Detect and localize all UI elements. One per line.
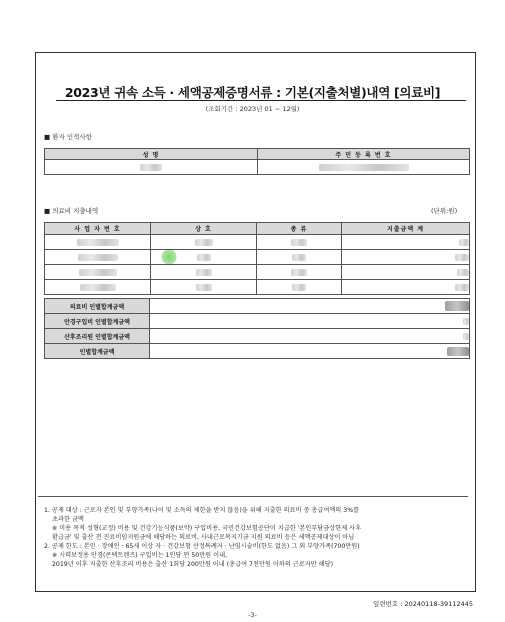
redacted-amount: [445, 301, 469, 311]
amount-header: 지출금액 계: [342, 223, 470, 235]
name-header: 성 명: [45, 149, 258, 160]
query-period: (조회기간 : 2023년 01 ~ 12월): [205, 105, 300, 113]
patient-name-cell: [45, 160, 258, 175]
person-total-label: 인별합계금액: [45, 344, 150, 359]
title-underline: [56, 100, 466, 101]
summary-table: [44, 298, 470, 359]
patient-rrn-cell: [258, 160, 470, 175]
redacted-value: [459, 239, 469, 246]
table-row: [45, 329, 470, 344]
business-number-header: 사 업 자 번 호: [45, 223, 151, 235]
medical-total-label: 의료비 인별합계금액: [45, 299, 150, 314]
redacted-value: [78, 254, 118, 261]
patient-section-label: ■ 환자 인적사항: [44, 133, 92, 141]
redacted-name: [140, 164, 162, 171]
note-line: 1. 공제 대상 : 근로자 본인 및 부양가족(나이 및 소득의 제한을 받지 않음)을 위해 지출한 의료비 중 총급여액의 3%를: [44, 507, 360, 514]
page-number: -3-: [248, 611, 257, 619]
note-line: ※ 시력보정용 안경(콘택트렌즈) 구입비는 1인당 연 50만원 이내,: [52, 552, 228, 559]
redacted-value: [196, 284, 212, 291]
postnatal-total-label: 산후조리원 인별합계금액: [45, 329, 150, 344]
note-line: ※ 미용 목적 성형(교정) 비용 및 건강기능식품(보약) 구입비용, 국민건강보험공단이 지급한 '본인부담금상한제 사후: [52, 525, 362, 532]
redacted-value: [197, 254, 211, 261]
note-line: 환급금' 및 출산 전 진료비임지원금에 해당하는 의료비, 사내근로복지기금 지원 의료비 등은 세액공제대상이 아님: [52, 534, 355, 541]
serial-number: 일련번호 : 20240118-39112445: [373, 600, 473, 608]
redacted-amount: [463, 318, 469, 325]
table-row: [45, 265, 470, 280]
note-line: 2. 공제 한도 : 본인 · 장애인 · 65세 이상 자 · 건강보험 산정특례자 · 난임시술비(한도 없음) 그 외 부양가족(700만원): [44, 543, 360, 550]
redacted-value: [196, 269, 212, 276]
patient-table: [44, 148, 470, 175]
table-row: [45, 299, 470, 314]
redacted-rrn: [319, 164, 409, 171]
redacted-value: [292, 284, 306, 291]
redacted-value: [291, 269, 307, 276]
redacted-value: [80, 284, 116, 291]
redacted-value: [455, 284, 469, 291]
table-row: [45, 344, 470, 359]
redacted-value: [77, 239, 119, 246]
table-row: [45, 235, 470, 250]
table-row: [45, 314, 470, 329]
rrn-header: 주 민 등 록 번 호: [258, 149, 470, 160]
document-title: 2023년 귀속 소득 · 세액공제증명서류 : 기본(지출처별)내역 [의료비]: [64, 85, 441, 100]
type-header: 종 류: [257, 223, 342, 235]
business-name-header: 상 호: [151, 223, 257, 235]
notes: [44, 506, 464, 569]
note-line: 초과한 금액: [52, 516, 84, 523]
redacted-value: [79, 269, 117, 276]
expense-table: [44, 222, 470, 295]
redacted-value: [455, 254, 469, 261]
unit-label: (단위:원): [431, 207, 458, 215]
redacted-value: [457, 269, 469, 276]
highlight-mark: [161, 250, 177, 264]
redacted-amount: [463, 333, 469, 340]
expense-section-label: ■ 의료비 지출내역: [44, 207, 99, 215]
table-row: [45, 280, 470, 295]
redacted-value: [195, 239, 213, 246]
redacted-value: [291, 239, 307, 246]
redacted-amount: [447, 347, 469, 356]
redacted-value: [292, 254, 306, 261]
glasses-total-label: 안경구입비 인별합계금액: [45, 314, 150, 329]
table-row: [45, 250, 470, 265]
note-line: 2019년 이후 지출한 산후조리 비용은 출산 1회당 200만원 이내 (총급여 7천만원 이하의 근로자만 해당): [52, 561, 334, 568]
